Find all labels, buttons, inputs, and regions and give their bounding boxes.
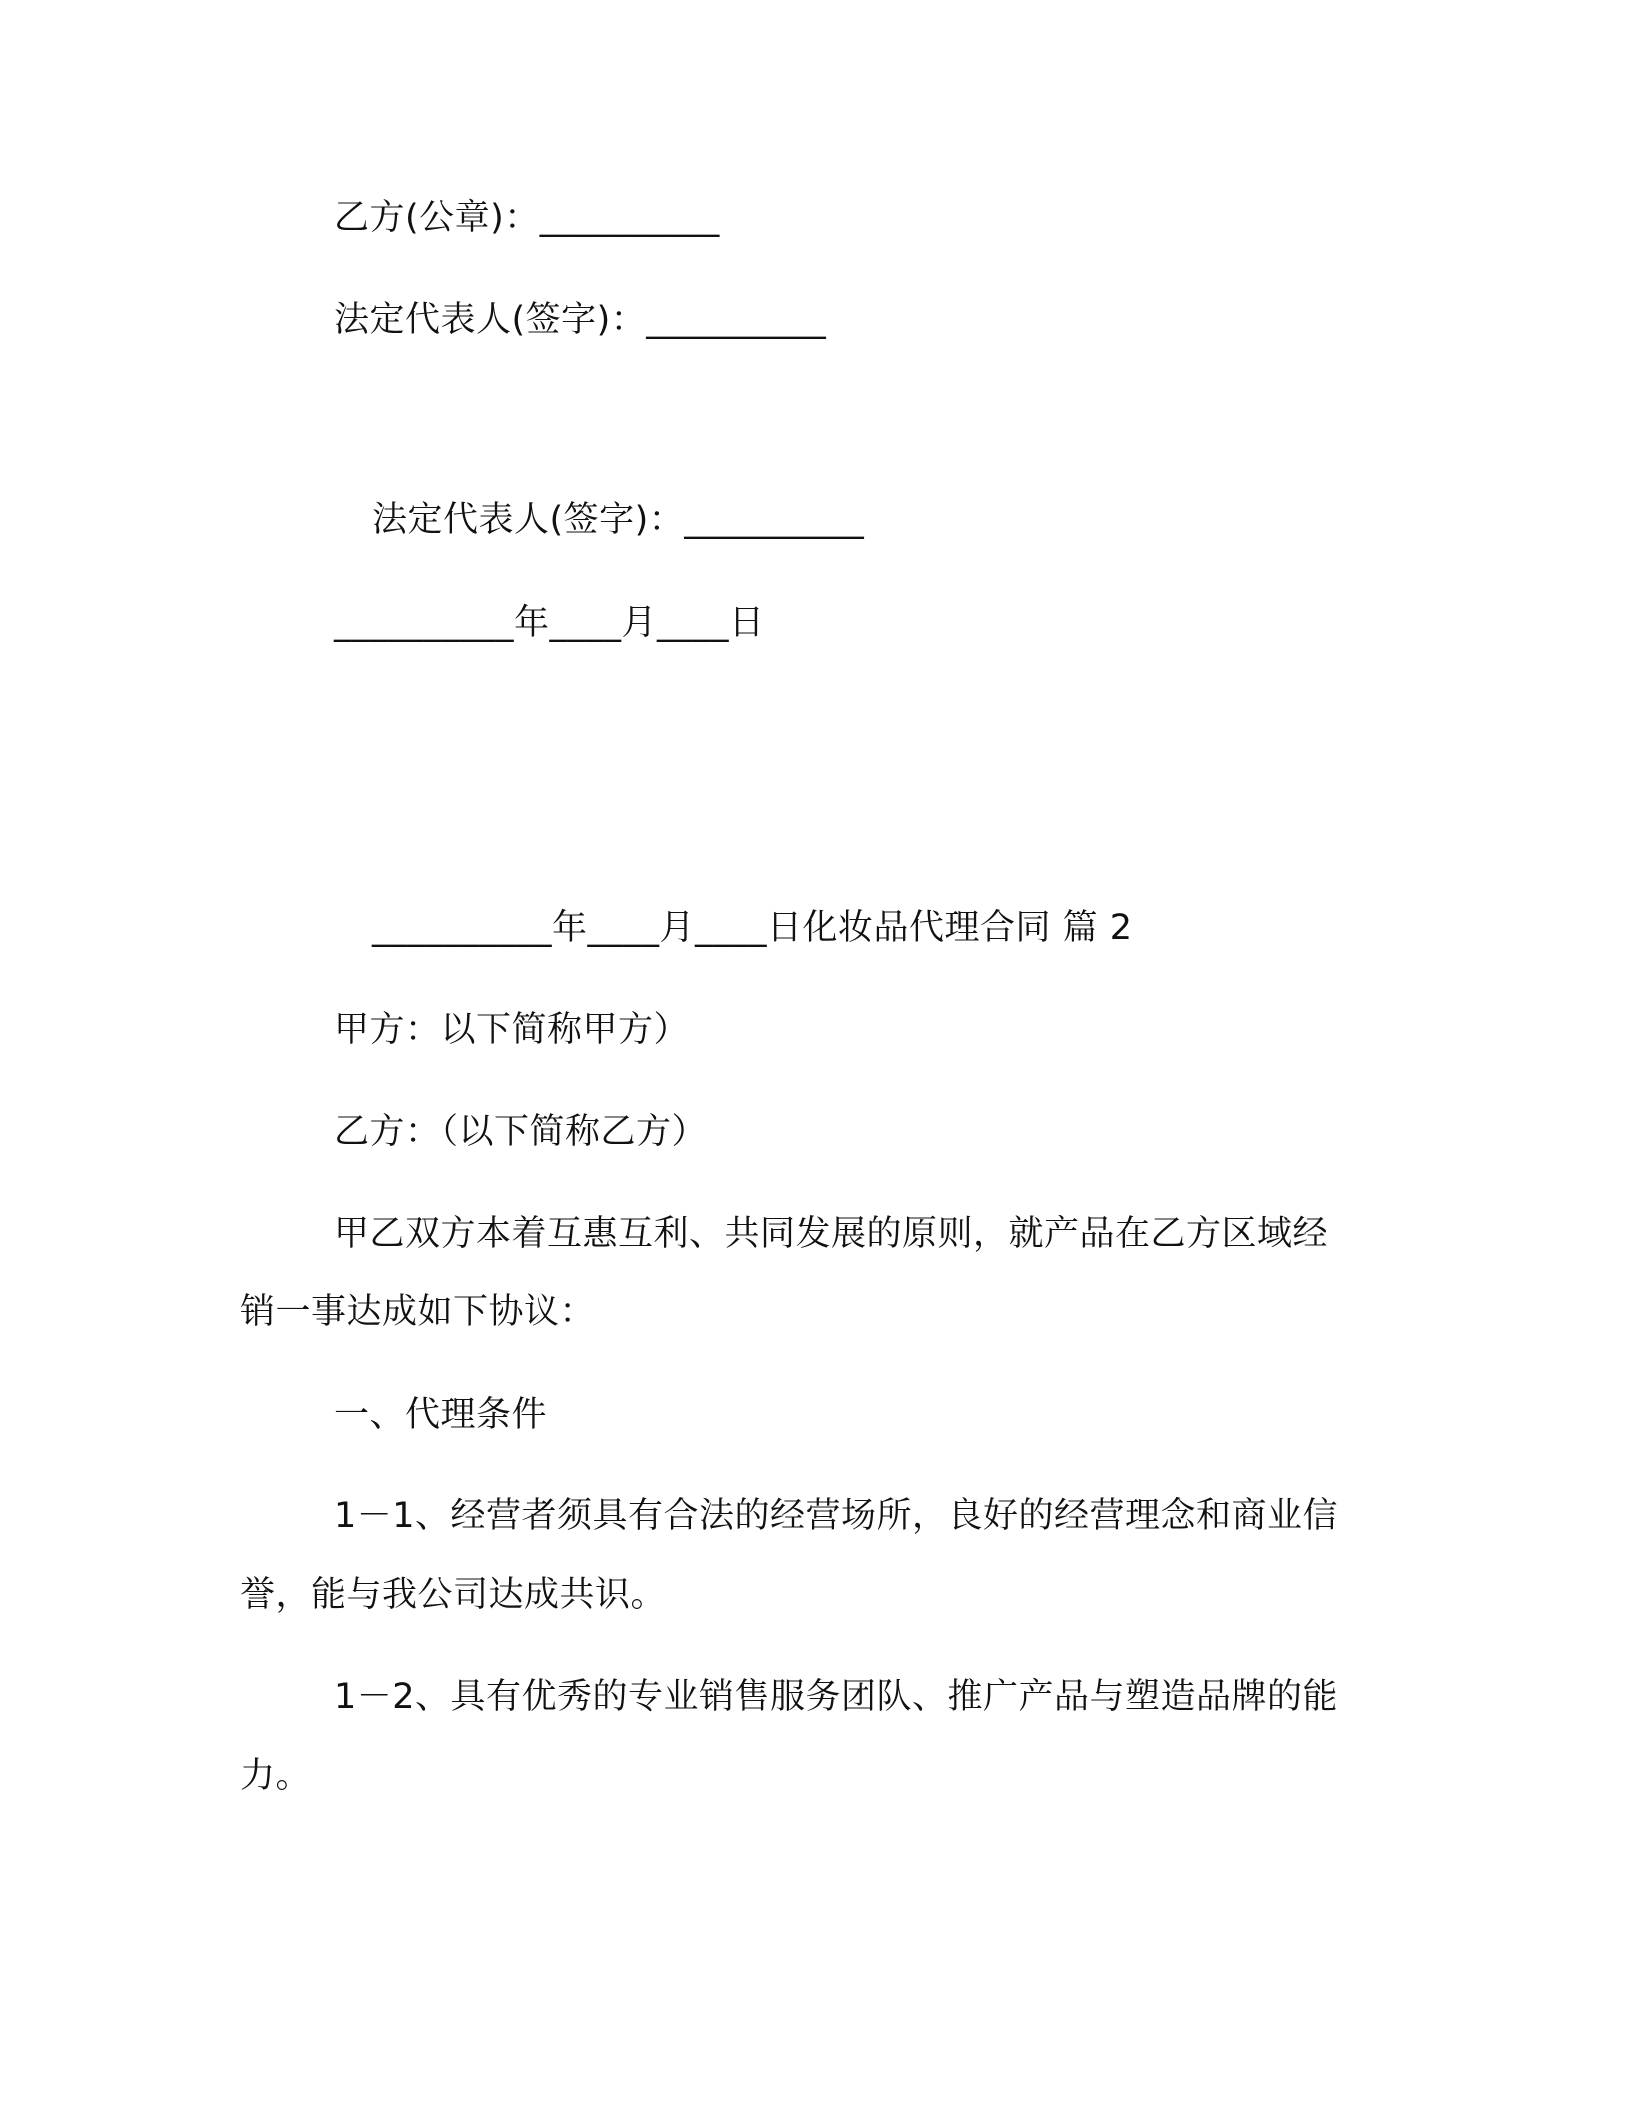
preamble-line-1: 甲乙双方本着互惠互利、共同发展的原则，就产品在乙方区域经 (334, 1214, 1329, 1254)
party-a-line: 甲方：以下简称甲方） (334, 1010, 690, 1050)
signature-date-line: __________年____月____日 (334, 603, 765, 643)
clause-1-1-line-1: 1－1、经营者须具有合法的经营场所，良好的经营理念和商业信 (334, 1496, 1339, 1536)
legal-representative-signature-line-2: 法定代表人(签字)：__________ (372, 500, 865, 540)
preamble-line-2: 销一事达成如下协议： (240, 1292, 596, 1332)
contract-title: __________年____月____日化妆品代理合同 篇 2 (372, 908, 1133, 948)
section-1-heading: 一、代理条件 (334, 1395, 548, 1435)
clause-1-2-line-1: 1－2、具有优秀的专业销售服务团队、推广产品与塑造品牌的能 (334, 1677, 1339, 1717)
party-b-line: 乙方：（以下简称乙方） (334, 1112, 708, 1152)
party-b-seal-line: 乙方(公章)：__________ (334, 198, 720, 238)
legal-representative-signature-line: 法定代表人(签字)：__________ (334, 300, 827, 340)
clause-1-1-line-2: 誉，能与我公司达成共识。 (240, 1575, 667, 1615)
clause-1-2-line-2: 力。 (240, 1756, 312, 1796)
